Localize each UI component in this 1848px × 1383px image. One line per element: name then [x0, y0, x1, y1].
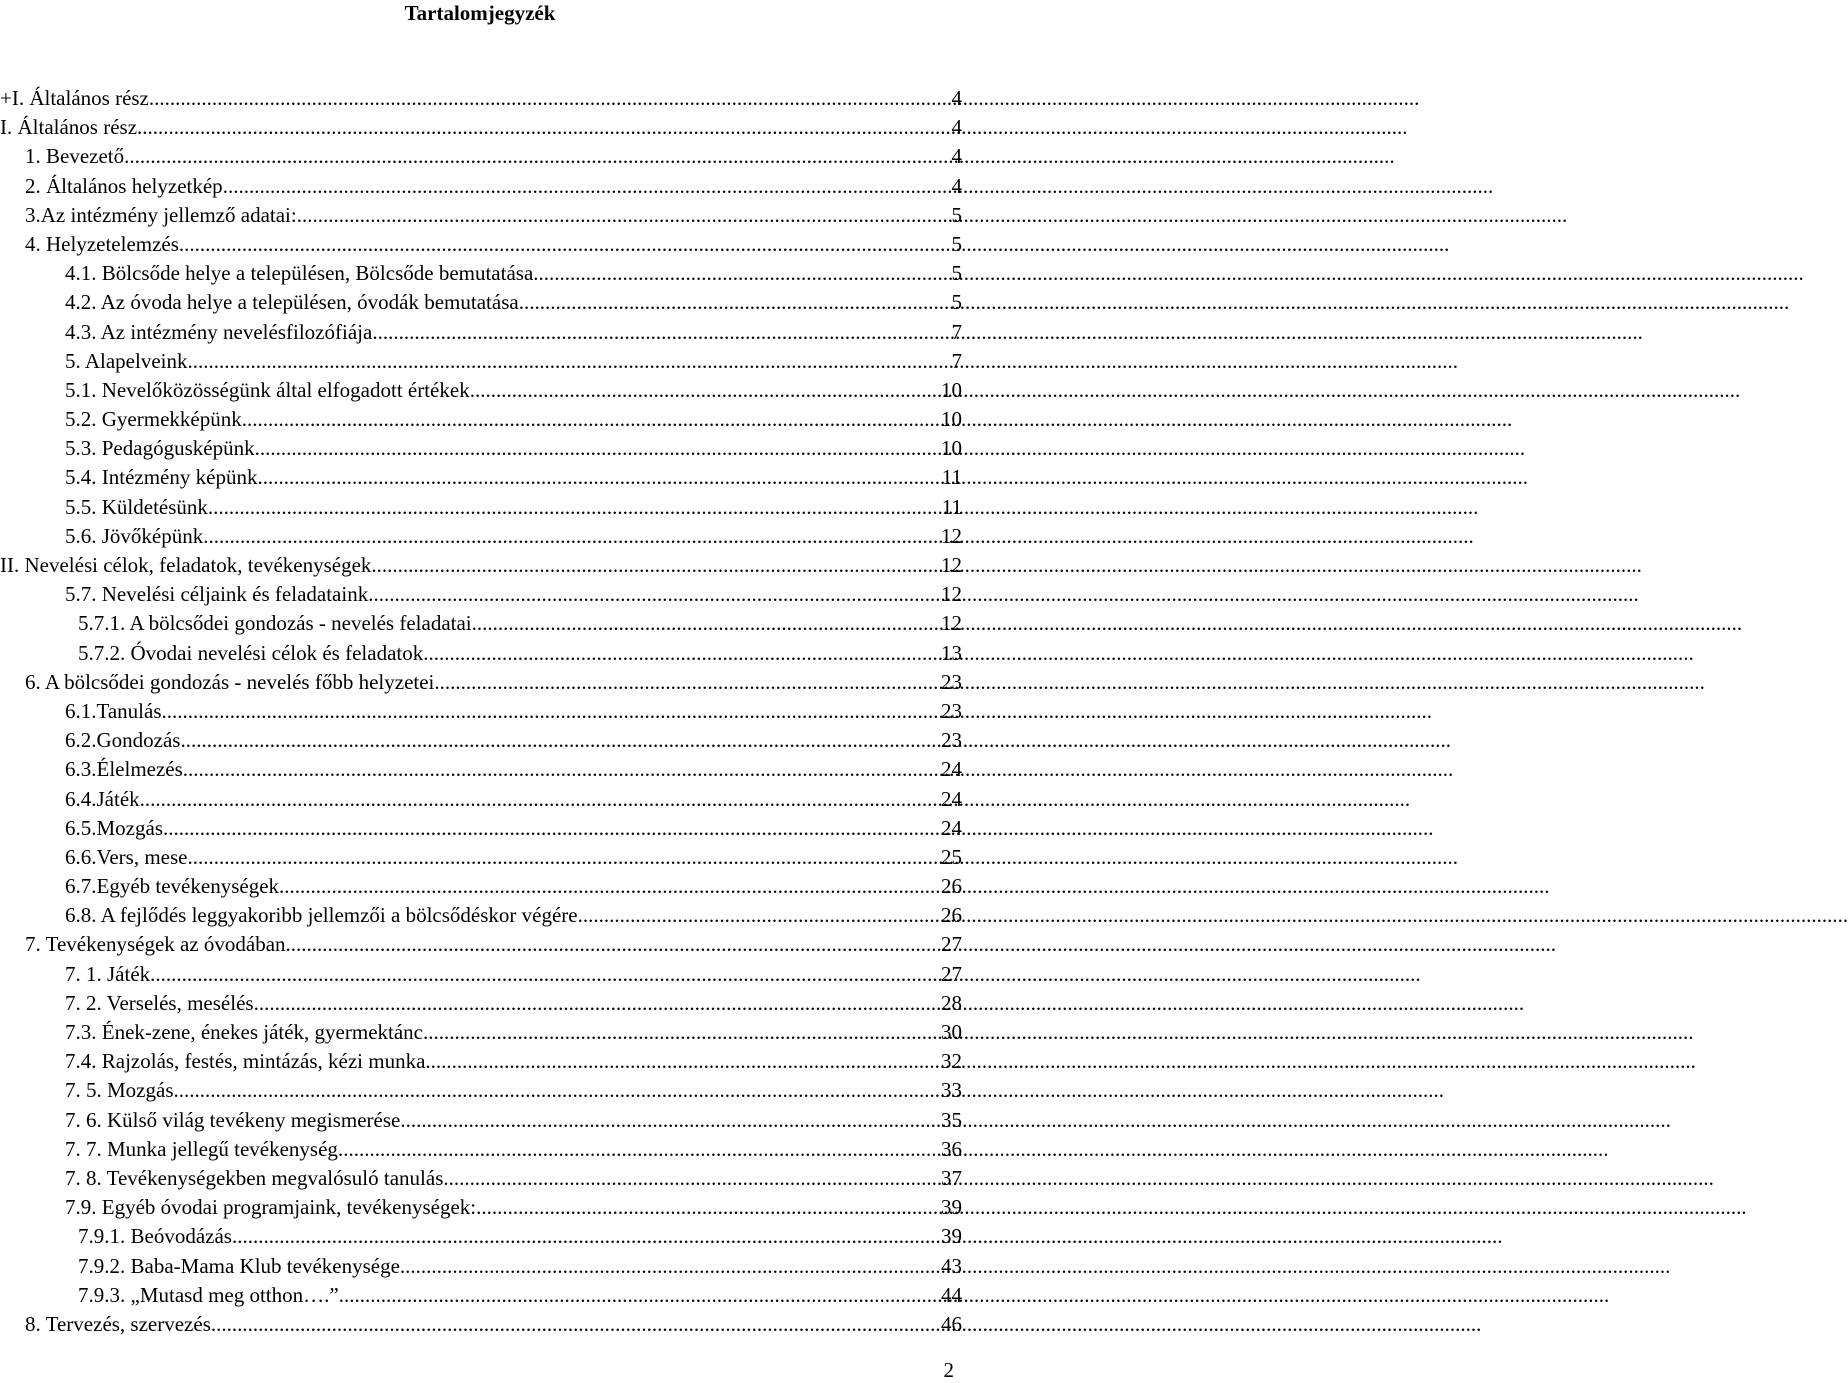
- toc-entry-page: 30: [941, 1020, 962, 1044]
- toc-entry[interactable]: [0, 84, 962, 113]
- toc-entry[interactable]: [0, 726, 962, 755]
- toc-entry-page: 4: [951, 86, 962, 110]
- toc-dot-leader: [163, 814, 940, 843]
- toc-entry-page: 24: [941, 786, 962, 811]
- toc-entry-page: 7: [951, 348, 962, 373]
- toc-entry[interactable]: [0, 522, 962, 551]
- toc-dot-leader: [149, 84, 951, 113]
- toc-dot-leader: [533, 259, 950, 288]
- toc-entry[interactable]: [0, 259, 962, 288]
- toc-entry-page: 36: [941, 1136, 962, 1161]
- toc-entry-page: 12: [941, 611, 962, 636]
- toc-entry[interactable]: [0, 755, 962, 784]
- toc-entry[interactable]: [0, 785, 962, 814]
- toc-entry[interactable]: [0, 843, 962, 872]
- toc-entry[interactable]: [0, 288, 962, 317]
- toc-dot-leader: [211, 1310, 940, 1339]
- toc-entry[interactable]: [0, 463, 962, 492]
- toc-dot-leader: [279, 872, 940, 901]
- toc-entry-page: 24: [941, 757, 962, 782]
- toc-entry-title: 6.3.Élelmezés: [65, 757, 183, 782]
- toc-entry-page: 32: [941, 1049, 962, 1074]
- toc-entry-page: 25: [941, 844, 962, 869]
- toc-entry-title: 7. 1. Játék: [65, 961, 151, 986]
- toc-entry[interactable]: [0, 989, 962, 1018]
- toc-entry[interactable]: [0, 1281, 962, 1310]
- toc-dot-leader: [137, 113, 950, 142]
- toc-entry-page: 10: [941, 407, 962, 432]
- toc-dot-leader: [180, 726, 940, 755]
- toc-entry-title: 7.9. Egyéb óvodai programjaink, tevékenységek:: [65, 1195, 477, 1220]
- toc-entry[interactable]: [0, 872, 962, 901]
- toc-entry-title: 3.Az intézmény jellemző adatai:: [25, 202, 297, 227]
- toc-entry-page: 4: [951, 115, 962, 140]
- toc-entry-title: 7.9.1. Beóvodázás: [78, 1224, 232, 1249]
- toc-entry-title: 1. Bevezető: [25, 144, 125, 169]
- toc-dot-leader: [254, 989, 940, 1018]
- toc-entry-page: 28: [941, 990, 962, 1015]
- toc-entry[interactable]: [0, 580, 962, 609]
- page-title: Tartalomjegyzék: [404, 1, 556, 25]
- toc-dot-leader: [297, 201, 951, 230]
- toc-entry-title: 4.2. Az óvoda helye a településen, óvodák bemutatása: [65, 290, 519, 315]
- toc-entry-title: 5.4. Intézmény képünk: [65, 465, 258, 490]
- toc-dot-leader: [286, 930, 940, 959]
- toc-dot-leader: [368, 580, 940, 609]
- toc-entry-page: 44: [941, 1282, 962, 1307]
- toc-entry-page: 11: [941, 465, 962, 490]
- toc-dot-leader: [150, 960, 940, 989]
- toc-entry-page: 23: [941, 728, 962, 753]
- toc-entry[interactable]: [0, 1222, 962, 1251]
- toc-entry-page: 26: [941, 874, 962, 899]
- toc-entry[interactable]: [0, 318, 962, 347]
- toc-entry[interactable]: [0, 1076, 962, 1105]
- toc-entry-title: 7. 8. Tevékenységekben megvalósuló tanulás: [65, 1165, 444, 1190]
- toc-entry[interactable]: [0, 142, 962, 171]
- toc-dot-leader: [339, 1281, 940, 1310]
- toc-entry-title: 7.9.3. „Mutasd meg otthon….”: [78, 1282, 339, 1307]
- toc-entry[interactable]: [0, 405, 962, 434]
- toc-entry-page: 12: [941, 553, 962, 577]
- toc-entry[interactable]: [0, 814, 962, 843]
- toc-dot-leader: [578, 901, 940, 930]
- toc-entry-page: 10: [941, 436, 962, 461]
- toc-entry-title: 6.4.Játék: [65, 786, 140, 811]
- toc-entry-title: 5.6. Jövőképünk: [65, 523, 204, 548]
- toc-entry-title: 6.7.Egyéb tevékenységek: [65, 874, 280, 899]
- toc-dot-leader: [174, 1076, 941, 1105]
- toc-entry-title: 6.6.Vers, mese: [65, 844, 188, 869]
- toc-entry[interactable]: [0, 201, 962, 230]
- toc-entry-title: 6.5.Mozgás: [65, 815, 163, 840]
- toc-entry[interactable]: [0, 434, 962, 463]
- page-number: 2: [943, 1358, 954, 1382]
- toc-entry[interactable]: [0, 609, 962, 638]
- toc-dot-leader: [443, 1164, 940, 1193]
- toc-entry[interactable]: [0, 172, 962, 201]
- toc-dot-leader: [203, 522, 940, 551]
- toc-dot-leader: [425, 1047, 940, 1076]
- toc-entry-page: 39: [941, 1195, 962, 1220]
- toc-entry-page: 5: [951, 290, 962, 315]
- toc-entry-page: 10: [941, 377, 962, 402]
- toc-entry-page: 4: [951, 144, 962, 169]
- toc-dot-leader: [223, 172, 951, 201]
- toc-dot-leader: [423, 1018, 940, 1047]
- toc-entry-title: 6. A bölcsődei gondozás - nevelés főbb helyzetei: [25, 669, 435, 694]
- toc-entry-page: 43: [941, 1253, 962, 1278]
- toc-entry-title: 5.7. Nevelési céljaink és feladataink: [65, 582, 369, 607]
- toc-entry-page: 12: [941, 523, 962, 548]
- toc-entry[interactable]: [0, 1164, 962, 1193]
- toc-dot-leader: [400, 1106, 940, 1135]
- toc-entry-page: 26: [941, 903, 962, 928]
- toc-entry-page: 23: [941, 698, 962, 723]
- toc-entry-title: 8. Tervezés, szervezés: [25, 1311, 211, 1336]
- toc-entry-title: 5.2. Gyermekképünk: [65, 407, 242, 432]
- toc-dot-leader: [476, 1193, 940, 1222]
- toc-entry[interactable]: [0, 1135, 962, 1164]
- toc-entry-title: +I. Általános rész: [0, 86, 149, 110]
- toc-entry-page: 23: [941, 669, 962, 694]
- toc-dot-leader: [423, 639, 940, 668]
- toc-dot-leader: [242, 405, 940, 434]
- toc-entry[interactable]: [0, 901, 962, 930]
- toc-entry[interactable]: [0, 376, 962, 405]
- toc-entry-title: 7. Tevékenységek az óvodában: [25, 932, 286, 957]
- toc-entry-page: 46: [941, 1311, 962, 1336]
- toc-entry-title: 5.7.2. Óvodai nevelési célok és feladatok: [78, 640, 424, 665]
- toc-entry-page: 12: [941, 582, 962, 607]
- toc-entry-title: 4. Helyzetelemzés: [25, 231, 179, 256]
- toc-entry-page: 4: [951, 173, 962, 198]
- toc-dot-leader: [140, 785, 940, 814]
- toc-entry-page: 5: [951, 202, 962, 227]
- toc-dot-leader: [434, 668, 940, 697]
- toc-entry[interactable]: [0, 347, 962, 376]
- toc-dot-leader: [183, 755, 940, 784]
- toc-entry-title: 2. Általános helyzetkép: [25, 173, 223, 198]
- toc-dot-leader: [124, 142, 950, 171]
- toc-entry-page: 7: [951, 319, 962, 344]
- toc-dot-leader: [470, 376, 940, 405]
- toc-dot-leader: [372, 318, 950, 347]
- toc-entry-page: 13: [941, 640, 962, 665]
- toc-entry-page: 37: [941, 1165, 962, 1190]
- toc-entry-title: 5.1. Nevelőközösségünk által elfogadott értékek: [65, 377, 470, 402]
- toc-dot-leader: [338, 1135, 940, 1164]
- toc-dot-leader: [371, 551, 940, 580]
- toc-entry-title: 5. Alapelveink: [65, 348, 188, 373]
- toc-dot-leader: [400, 1252, 940, 1281]
- toc-entry-title: 6.2.Gondozás: [65, 728, 181, 753]
- toc-entry-title: 7.4. Rajzolás, festés, mintázás, kézi munka: [65, 1049, 426, 1074]
- toc-entry-title: I. Általános rész: [0, 115, 138, 140]
- toc-entry-page: 5: [951, 231, 962, 256]
- toc-entry[interactable]: [0, 113, 962, 142]
- toc-entry[interactable]: [0, 1018, 962, 1047]
- toc-entry-title: 5.5. Küldetésünk: [65, 494, 208, 519]
- toc-entry[interactable]: [0, 697, 962, 726]
- toc-entry-title: 7.9.2. Baba-Mama Klub tevékenysége: [78, 1253, 400, 1278]
- toc-entry-title: 7. 5. Mozgás: [65, 1078, 174, 1103]
- toc-entry[interactable]: [0, 639, 962, 668]
- toc-entry[interactable]: [0, 493, 962, 522]
- toc-entry-page: 24: [941, 815, 962, 840]
- toc-entry[interactable]: [0, 930, 962, 959]
- toc-dot-leader: [232, 1222, 940, 1251]
- toc-entry[interactable]: [0, 1106, 962, 1135]
- toc-entry-title: 4.1. Bölcsőde helye a településen, Bölcsőde bemutatása: [65, 261, 534, 286]
- toc-dot-leader: [179, 230, 951, 259]
- toc-dot-leader: [187, 347, 950, 376]
- toc-entry-title: 4.3. Az intézmény nevelésfilozófiája: [65, 319, 373, 344]
- toc-entry-title: 6.8. A fejlődés leggyakoribb jellemzői a bölcsődéskor végére: [65, 903, 578, 928]
- toc-entry[interactable]: [0, 551, 962, 580]
- toc-entry-title: 7. 6. Külső világ tevékeny megismerése: [65, 1107, 401, 1132]
- toc-dot-leader: [519, 288, 951, 317]
- toc-entry-title: 7.3. Ének-zene, énekes játék, gyermektánc: [65, 1020, 423, 1044]
- toc-entry-title: 6.1.Tanulás: [65, 698, 162, 723]
- toc-entry-page: 27: [941, 961, 962, 986]
- toc-entry-page: 35: [941, 1107, 962, 1132]
- toc-entry-title: 7. 7. Munka jellegű tevékenység: [65, 1136, 338, 1161]
- toc-entry[interactable]: [0, 668, 962, 697]
- toc-dot-leader: [187, 843, 940, 872]
- toc-entry-page: 5: [951, 261, 962, 286]
- toc-entry-title: 5.7.1. A bölcsődei gondozás - nevelés feladatai: [78, 611, 472, 636]
- toc-entry[interactable]: [0, 1252, 962, 1281]
- toc-entry[interactable]: [0, 230, 962, 259]
- toc-dot-leader: [257, 463, 940, 492]
- toc-entry[interactable]: [0, 1047, 962, 1076]
- toc-entry-page: 33: [941, 1078, 962, 1103]
- toc-entry-title: 5.3. Pedagógusképünk: [65, 436, 255, 461]
- toc-entry-page: 27: [941, 932, 962, 957]
- toc-entry-page: 39: [941, 1224, 962, 1249]
- toc-dot-leader: [472, 609, 940, 638]
- toc-dot-leader: [208, 493, 941, 522]
- toc-entry-title: II. Nevelési célok, feladatok, tevékenységek: [0, 553, 372, 577]
- toc-dot-leader: [255, 434, 940, 463]
- toc-entry-title: 7. 2. Verselés, mesélés: [65, 990, 254, 1015]
- toc-entry[interactable]: [0, 1310, 962, 1339]
- table-of-contents: [0, 84, 962, 1339]
- toc-entry[interactable]: [0, 960, 962, 989]
- toc-entry[interactable]: [0, 1193, 962, 1222]
- toc-dot-leader: [162, 697, 940, 726]
- toc-entry-page: 11: [941, 494, 962, 519]
